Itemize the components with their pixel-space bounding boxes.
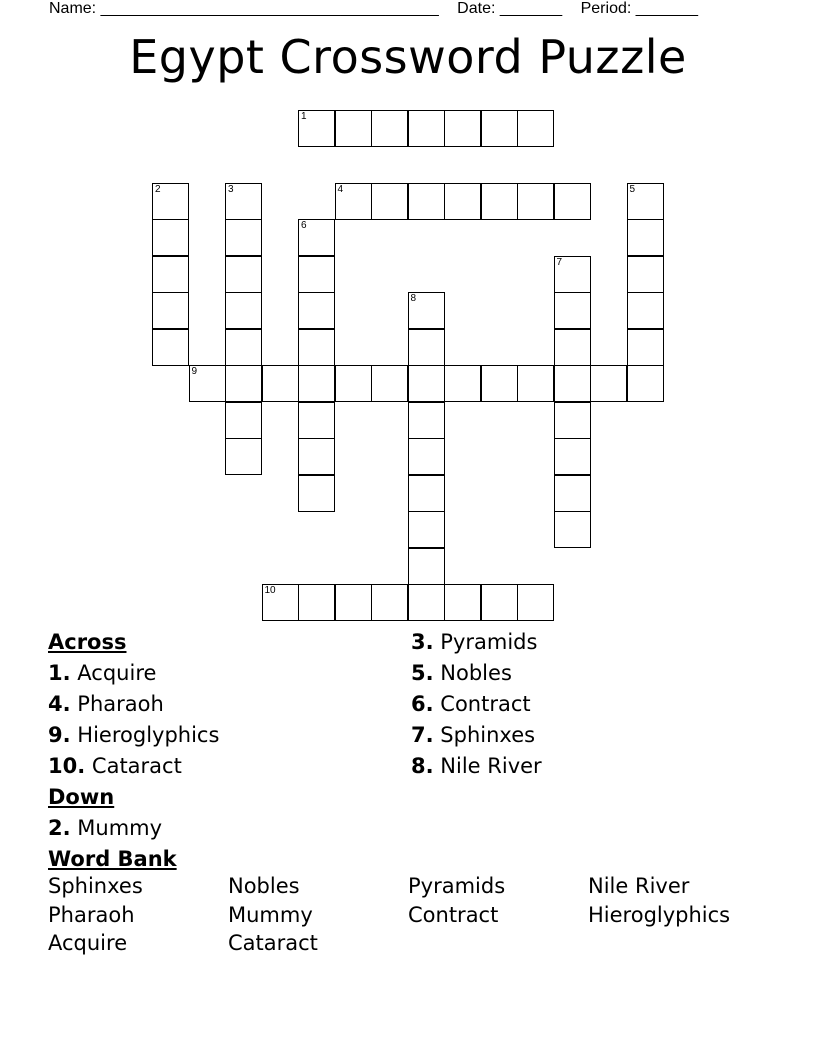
- crossword-cell[interactable]: [152, 256, 189, 293]
- crossword-cell[interactable]: [335, 365, 372, 402]
- clues-left-column: [48, 627, 219, 875]
- crossword-cell[interactable]: [627, 256, 664, 293]
- clue-item: 5. Nobles: [411, 661, 512, 685]
- crossword-cell[interactable]: [554, 256, 591, 293]
- crossword-cell[interactable]: [335, 110, 372, 147]
- crossword-cell[interactable]: [408, 183, 445, 220]
- word-bank-item: Nile River: [588, 874, 690, 898]
- crossword-cell[interactable]: [517, 183, 554, 220]
- crossword-cell[interactable]: [298, 365, 335, 402]
- crossword-cell[interactable]: [481, 365, 518, 402]
- word-bank-heading: Word Bank: [48, 847, 177, 871]
- crossword-cell[interactable]: [481, 183, 518, 220]
- crossword-cell[interactable]: [408, 329, 445, 366]
- crossword-cell[interactable]: [554, 475, 591, 512]
- clue-number-label: 7: [556, 256, 563, 268]
- crossword-cell[interactable]: [371, 183, 408, 220]
- clue-item: 9. Hieroglyphics: [48, 723, 220, 747]
- across-heading: Across: [48, 630, 127, 654]
- clue-number-label: 8: [410, 293, 417, 304]
- crossword-cell[interactable]: [444, 183, 481, 220]
- clue-item: 3. Pyramids: [411, 630, 538, 654]
- crossword-cell[interactable]: [554, 438, 591, 475]
- crossword-cell[interactable]: [298, 219, 335, 256]
- crossword-cell[interactable]: [481, 584, 518, 621]
- crossword-cell[interactable]: [408, 475, 445, 512]
- page-title: Egypt Crossword Puzzle: [129, 30, 687, 84]
- crossword-cell[interactable]: [408, 548, 445, 585]
- word-bank-column: [588, 872, 730, 929]
- down-heading: Down: [48, 785, 115, 809]
- crossword-cell[interactable]: [152, 329, 189, 366]
- word-bank-item: Nobles: [228, 874, 300, 898]
- crossword-cell[interactable]: [225, 219, 262, 256]
- crossword-cell[interactable]: [298, 329, 335, 366]
- crossword-cell[interactable]: [590, 365, 627, 402]
- crossword-cell[interactable]: [517, 584, 554, 621]
- crossword-cell[interactable]: [554, 183, 591, 220]
- name-field[interactable]: Name: ______________________________________: [49, 0, 439, 17]
- crossword-cell[interactable]: [225, 365, 262, 402]
- crossword-cell[interactable]: [298, 584, 335, 621]
- clue-item: 7. Sphinxes: [411, 723, 536, 747]
- crossword-cell[interactable]: [627, 219, 664, 256]
- word-bank-item: Cataract: [228, 931, 318, 955]
- crossword-cell[interactable]: [189, 365, 226, 402]
- word-bank-item: Acquire: [48, 931, 128, 955]
- clue-item: 8. Nile River: [411, 754, 542, 778]
- crossword-cell[interactable]: [152, 219, 189, 256]
- clue-item: 6. Contract: [411, 692, 531, 716]
- crossword-cell[interactable]: [408, 511, 445, 548]
- crossword-cell[interactable]: [627, 365, 664, 402]
- crossword-cell[interactable]: [627, 292, 664, 329]
- clue-number-label: 4: [337, 183, 344, 195]
- word-bank-item: Sphinxes: [48, 874, 143, 898]
- word-bank-item: Pyramids: [408, 874, 506, 898]
- clue-number-label: 9: [191, 366, 198, 377]
- crossword-cell[interactable]: [371, 584, 408, 621]
- clue-item: 2. Mummy: [48, 816, 163, 840]
- clue-item: 1. Acquire: [48, 661, 157, 685]
- crossword-cell[interactable]: [408, 292, 445, 329]
- clue-number-label: 6: [301, 220, 307, 231]
- crossword-cell[interactable]: [225, 402, 262, 439]
- crossword-cell[interactable]: [554, 292, 591, 329]
- crossword-cell[interactable]: [225, 329, 262, 366]
- crossword-cell[interactable]: [371, 365, 408, 402]
- crossword-cell[interactable]: [444, 584, 481, 621]
- crossword-cell[interactable]: [262, 584, 299, 621]
- clue-item: 4. Pharaoh: [48, 692, 164, 716]
- crossword-cell[interactable]: [298, 402, 335, 439]
- crossword-cell[interactable]: [335, 183, 372, 220]
- crossword-cell[interactable]: [298, 475, 335, 512]
- crossword-cell[interactable]: [335, 584, 372, 621]
- crossword-cell[interactable]: [517, 110, 554, 147]
- crossword-cell[interactable]: [408, 584, 445, 621]
- crossword-cell[interactable]: [225, 438, 262, 475]
- crossword-cell[interactable]: [262, 365, 299, 402]
- crossword-cell[interactable]: [225, 183, 262, 220]
- word-bank-item: Hieroglyphics: [588, 902, 731, 927]
- clue-number-label: 5: [629, 183, 636, 195]
- clue-number-label: 1: [301, 110, 307, 122]
- word-bank-item: Mummy: [228, 902, 313, 927]
- date-field[interactable]: Date: _______: [457, 0, 563, 17]
- crossword-cell[interactable]: [408, 402, 445, 439]
- crossword-cell[interactable]: [225, 292, 262, 329]
- crossword-cell[interactable]: [627, 183, 664, 220]
- clue-number-label: 2: [155, 183, 161, 195]
- clue-number-label: 10: [264, 585, 276, 596]
- word-bank-item: Pharaoh: [48, 902, 135, 927]
- crossword-cell[interactable]: [298, 438, 335, 475]
- crossword-cell[interactable]: [481, 110, 518, 147]
- word-bank-column: [408, 872, 505, 929]
- crossword-cell[interactable]: [554, 511, 591, 548]
- crossword-cell[interactable]: [444, 110, 481, 147]
- crossword-cell[interactable]: [225, 256, 262, 293]
- word-bank-column: [228, 872, 318, 958]
- period-field[interactable]: Period: _______: [580, 0, 699, 17]
- clue-number-label: 3: [228, 183, 234, 195]
- crossword-cell[interactable]: [627, 329, 664, 366]
- crossword-cell[interactable]: [152, 183, 189, 220]
- crossword-cell[interactable]: [371, 110, 408, 147]
- word-bank-item: Contract: [408, 902, 499, 927]
- crossword-cell[interactable]: [554, 365, 591, 402]
- clues-right-column: [411, 627, 542, 782]
- crossword-cell[interactable]: [152, 292, 189, 329]
- crossword-cell[interactable]: [517, 365, 554, 402]
- crossword-cell[interactable]: [408, 110, 445, 147]
- clue-item: 10. Cataract: [48, 754, 182, 778]
- crossword-cell[interactable]: [554, 402, 591, 439]
- word-bank-column: [48, 872, 143, 958]
- crossword-cell[interactable]: [554, 329, 591, 366]
- crossword-cell[interactable]: [408, 438, 445, 475]
- crossword-cell[interactable]: [298, 256, 335, 293]
- crossword-cell[interactable]: [298, 292, 335, 329]
- crossword-cell[interactable]: [298, 110, 335, 147]
- crossword-cell[interactable]: [444, 365, 481, 402]
- crossword-cell[interactable]: [408, 365, 445, 402]
